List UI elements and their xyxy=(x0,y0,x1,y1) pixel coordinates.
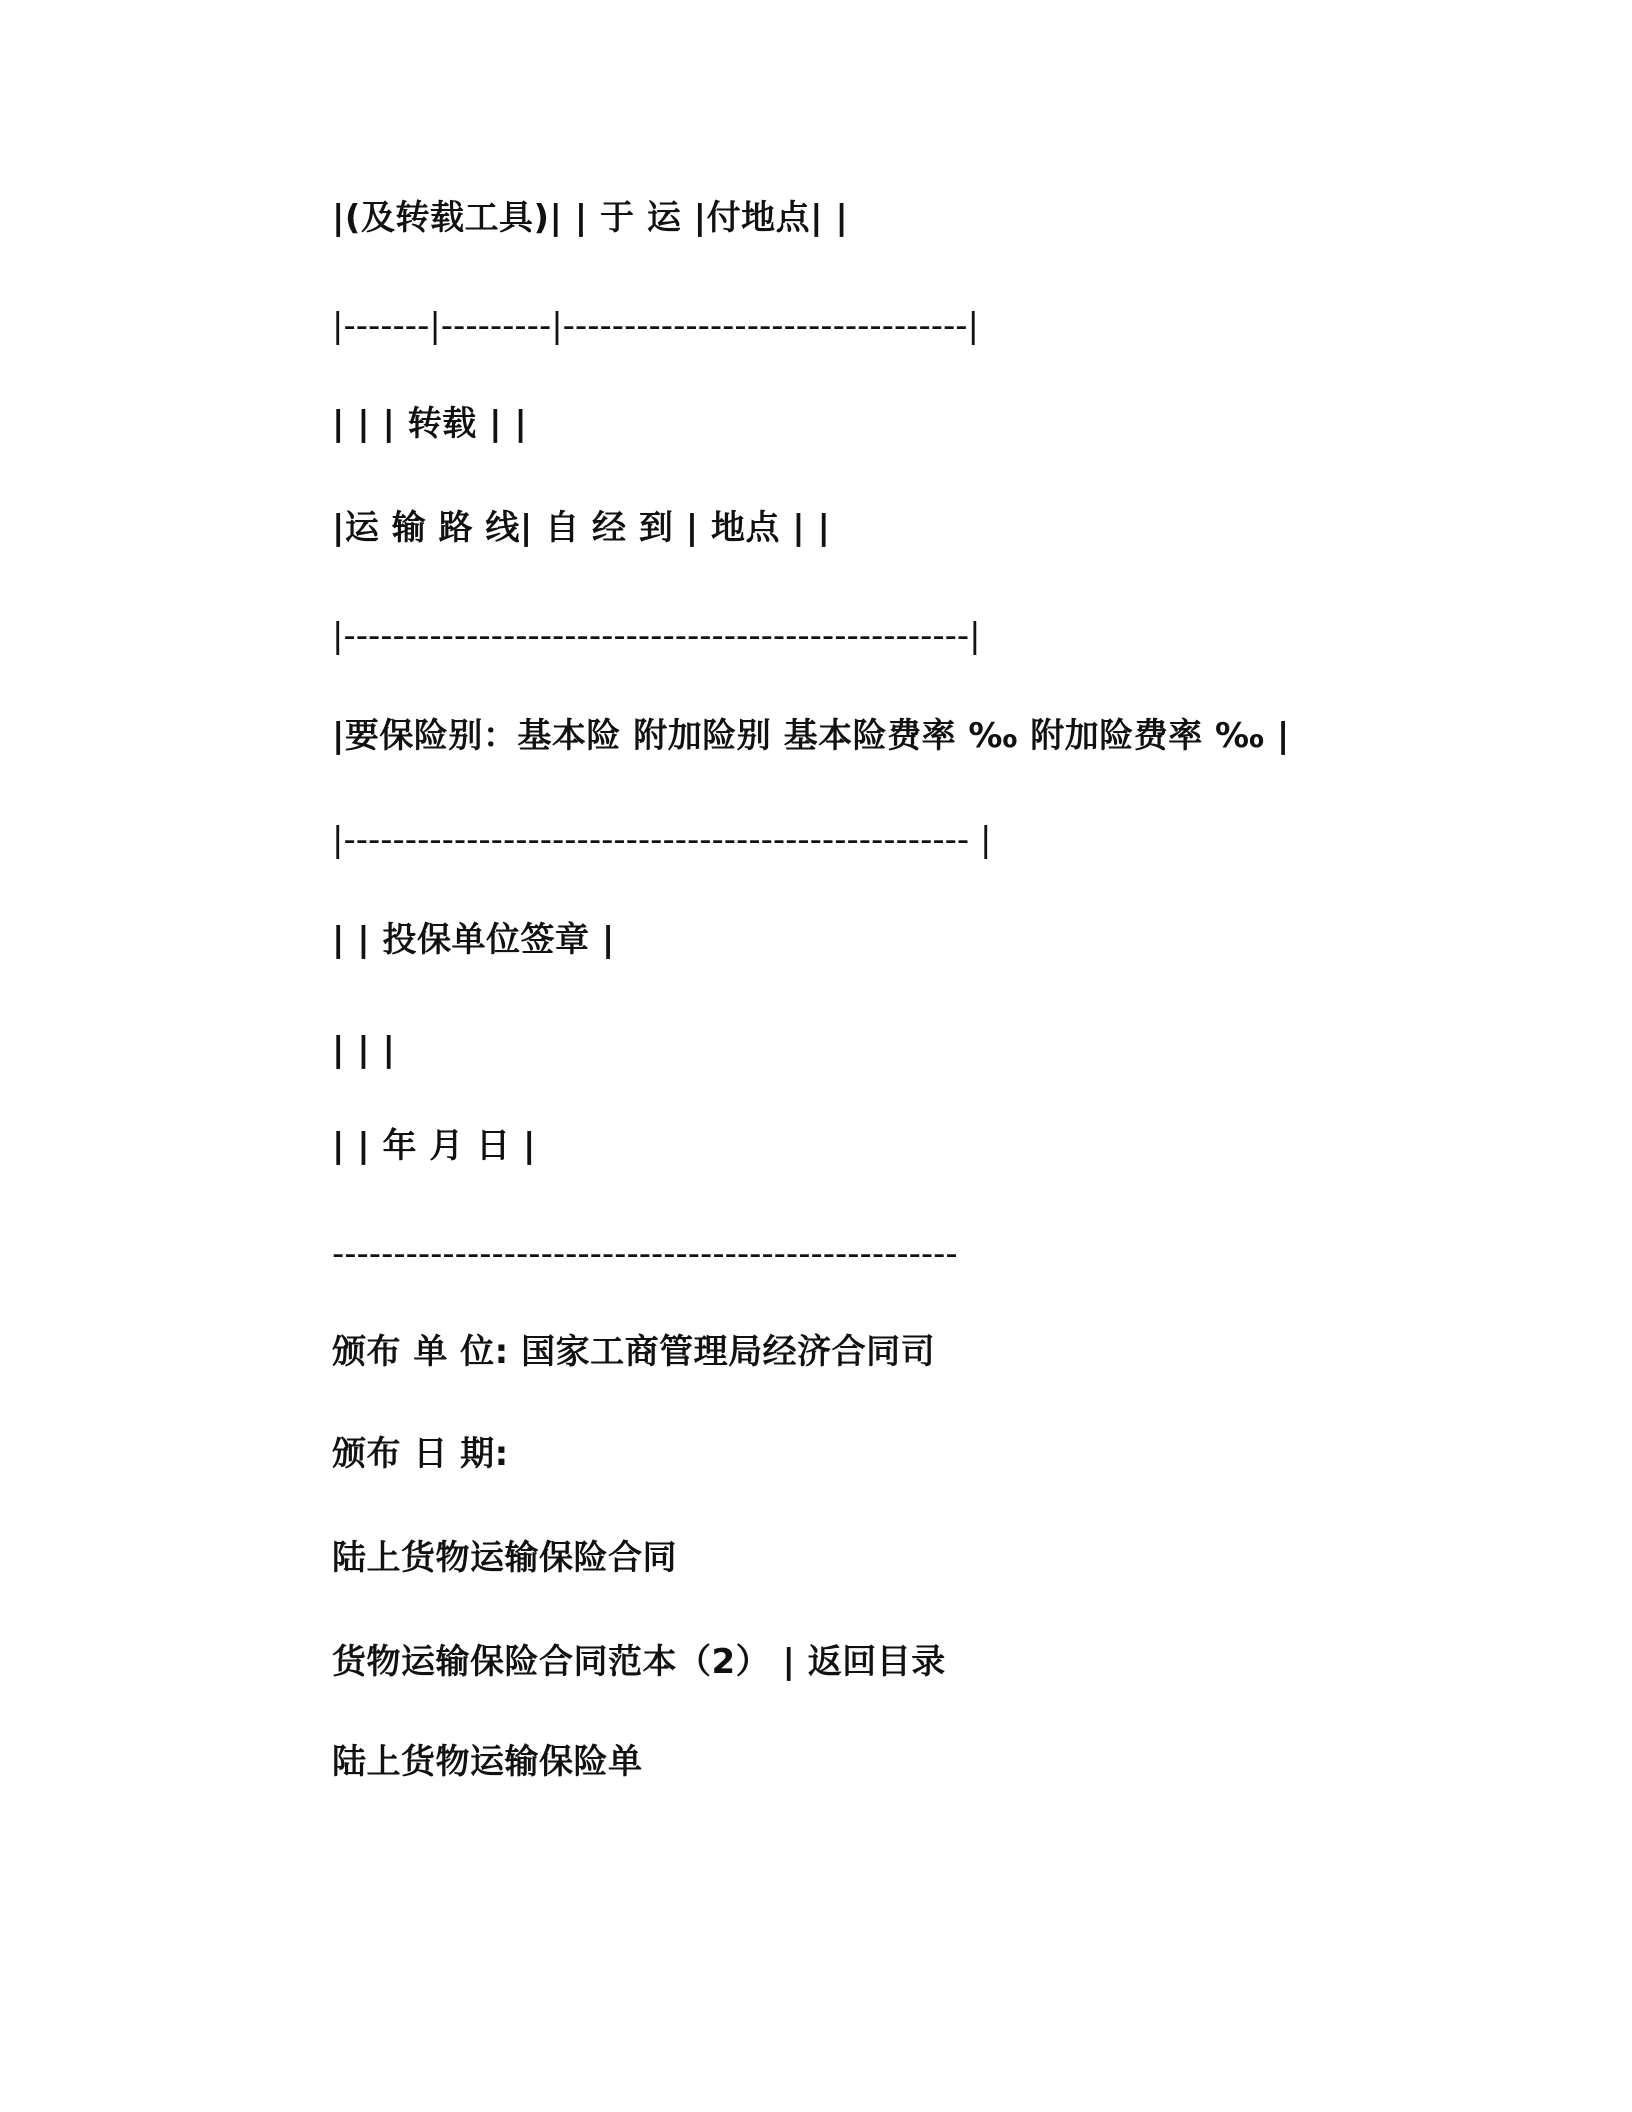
table-row-signature: | | 投保单位签章 | xyxy=(332,920,615,960)
issuing-unit: 颁布 单 位: 国家工商管理局经济合同司 xyxy=(332,1332,936,1372)
table-row-route: |运 输 路 线| 自 经 到 | 地点 | | xyxy=(332,508,831,548)
table-row-blank: | | | xyxy=(332,1030,396,1070)
table-divider: |--------------------------------------------------- | xyxy=(332,820,992,860)
table-row-insurance-types: |要保险别：基本险 附加险别 基本险费率 ‰ 附加险费率 ‰ | xyxy=(332,716,1290,756)
table-row-transfer: | | | 转载 | | xyxy=(332,404,528,444)
table-row-date: | | 年 月 日 | xyxy=(332,1126,536,1166)
policy-title: 陆上货物运输保险单 xyxy=(332,1742,643,1782)
table-divider: |-------|---------|---------------------------------| xyxy=(332,306,979,346)
issue-date: 颁布 日 期: xyxy=(332,1434,509,1474)
table-row-transfer-tool: |(及转载工具)| | 于 运 |付地点| | xyxy=(332,198,849,238)
table-divider: |---------------------------------------------------| xyxy=(332,616,981,656)
contract-title: 陆上货物运输保险合同 xyxy=(332,1538,677,1578)
section-divider: --------------------------------------------------- xyxy=(332,1234,958,1274)
contract-template-link[interactable]: 货物运输保险合同范本（2） | 返回目录 xyxy=(332,1642,946,1682)
